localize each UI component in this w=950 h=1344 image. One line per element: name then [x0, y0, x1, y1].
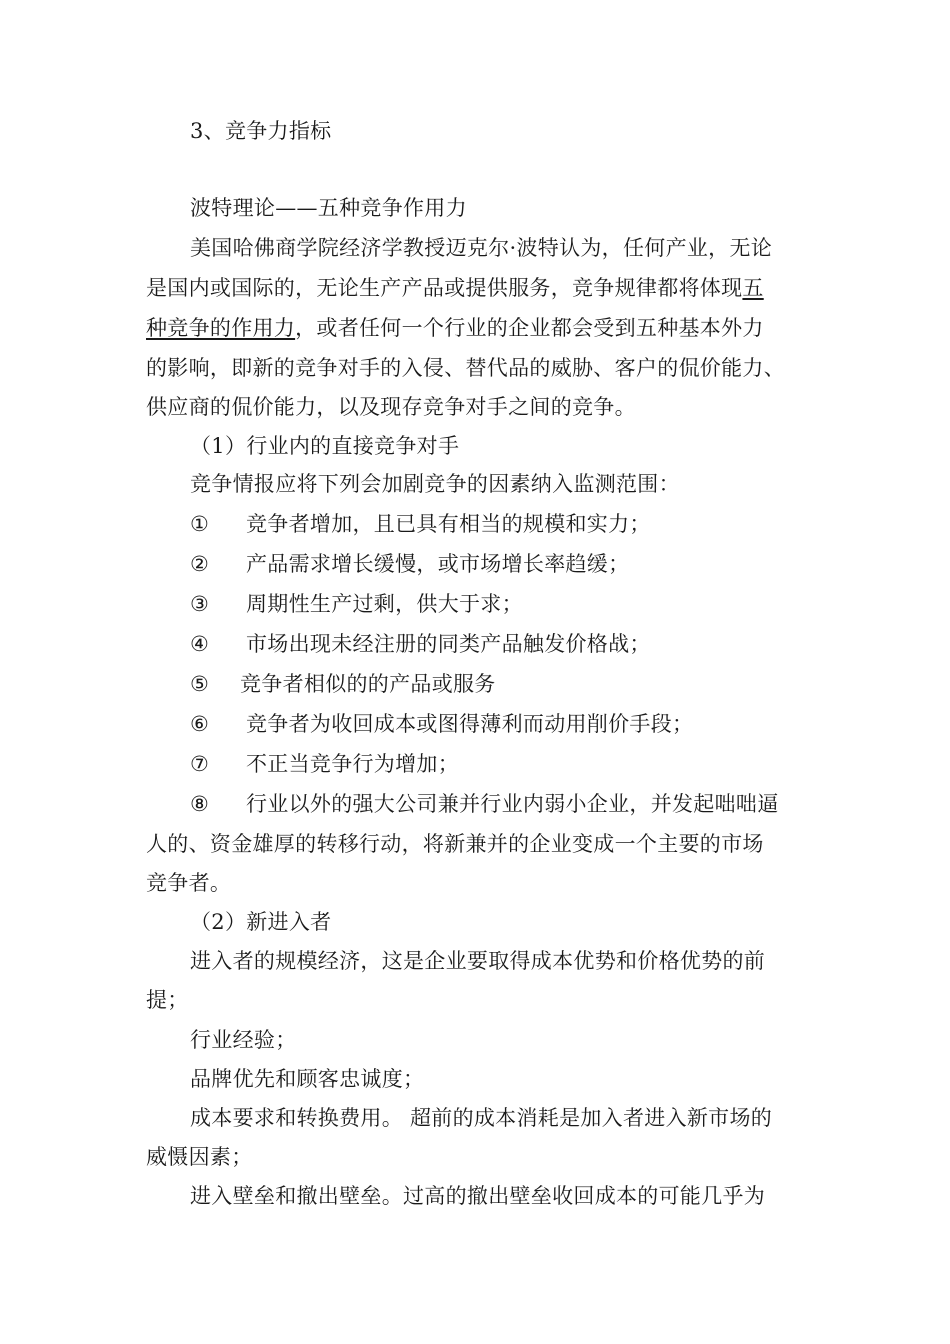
list-item-continuation: 人的、资金雄厚的转移行动，将新兼并的企业变成一个主要的市场	[146, 832, 764, 856]
underlined-term-end: 种竞争的作用力	[146, 316, 296, 340]
list-item-continuation: 竞争者。	[146, 871, 232, 895]
item-text: 竞争者相似的的产品或服务	[240, 672, 496, 696]
intro-line-2-text: 是国内或国际的，无论生产产品或提供服务，竞争规律都将体现	[146, 276, 743, 300]
item-number: ⑧	[190, 792, 210, 816]
list-item	[190, 710, 693, 738]
item-text: 产品需求增长缓慢，或市场增长率趋缓；	[246, 552, 630, 576]
list-item	[190, 670, 496, 698]
list-item	[190, 550, 629, 578]
list-item	[190, 590, 523, 618]
paragraph-line: 品牌优先和顾客忠诚度；	[190, 1067, 425, 1091]
item-text: 市场出现未经注册的同类产品触发价格战；	[246, 632, 651, 656]
paragraph-line: 威慑因素；	[146, 1145, 253, 1169]
item-number: ④	[190, 632, 210, 656]
item-number: ①	[190, 512, 210, 536]
section-heading: 3、竞争力指标	[190, 119, 332, 143]
item-number: ③	[190, 592, 210, 616]
intro-line-3	[146, 314, 764, 342]
item-number: ⑦	[190, 752, 210, 776]
intro-line-1: 美国哈佛商学院经济学教授迈克尔·波特认为，任何产业，无论	[190, 236, 773, 260]
item-number: ②	[190, 552, 210, 576]
paragraph-line: 进入壁垒和撤出壁垒。过高的撤出壁垒收回成本的可能几乎为	[190, 1184, 766, 1208]
item-text: 不正当竞争行为增加；	[246, 752, 459, 776]
paragraph-line: 进入者的规模经济，这是企业要取得成本优势和价格优势的前	[190, 949, 766, 973]
item-number: ⑤	[190, 672, 210, 696]
paragraph-line: 提；	[146, 988, 189, 1012]
intro-line-3-text: ，或者任何一个行业的企业都会受到五种基本外力	[295, 316, 764, 340]
intro-line-5: 供应商的侃价能力，以及现存竞争对手之间的竞争。	[146, 395, 636, 419]
section1-title: （1）行业内的直接竞争对手	[190, 434, 460, 458]
intro-line-4: 的影响，即新的竞争对手的入侵、替代品的威胁、客户的侃价能力、	[146, 356, 785, 380]
section1-lead: 竞争情报应将下列会加剧竞争的因素纳入监测范围：	[190, 472, 680, 496]
list-item	[190, 750, 459, 778]
item-text: 竞争者为收回成本或图得薄利而动用削价手段；	[246, 712, 694, 736]
subtitle: 波特理论——五种竞争作用力	[190, 196, 467, 220]
paragraph-line: 成本要求和转换费用。 超前的成本消耗是加入者进入新市场的	[190, 1106, 773, 1130]
section2-title: （2）新进入者	[190, 910, 332, 934]
item-text: 竞争者增加，且已具有相当的规模和实力；	[246, 512, 651, 536]
list-item	[190, 790, 779, 818]
paragraph-line: 行业经验；	[190, 1028, 297, 1052]
item-text: 行业以外的强大公司兼并行业内弱小企业，并发起咄咄逼	[246, 792, 779, 816]
item-text: 周期性生产过剩，供大于求；	[246, 592, 523, 616]
item-number: ⑥	[190, 712, 210, 736]
list-item	[190, 630, 651, 658]
underlined-term-start: 五	[742, 276, 764, 300]
intro-line-2	[146, 274, 764, 302]
list-item	[190, 510, 651, 538]
